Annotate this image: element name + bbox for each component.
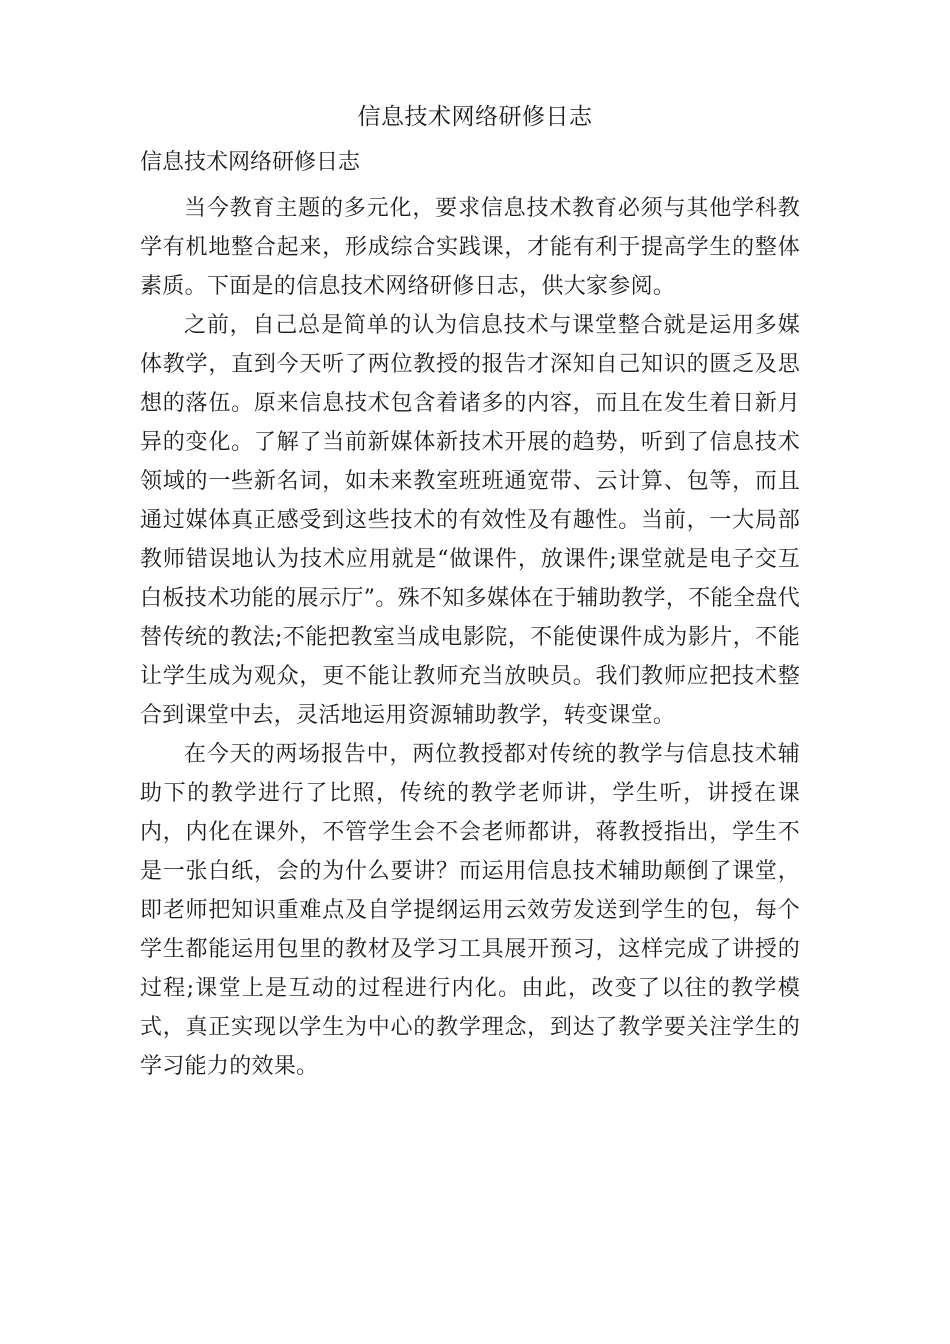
document-subtitle: 信息技术网络研修日志 bbox=[140, 150, 361, 175]
paragraph: 当今教育主题的多元化，要求信息技术教育必须与其他学科教学有机地整合起来，形成综合实践课，才能有利于提高学生的整体素质。下面是的信息技术网络研修日志，供大家参阅。 bbox=[140, 196, 800, 299]
paragraph: 在今天的两场报告中，两位教授都对传统的教学与信息技术辅助下的教学进行了比照，传统的教学老师讲，学生听，讲授在课内，内化在课外，不管学生会不会老师都讲，蒋教授指出，学生不是一张白纸，会的为什么要讲？而运用信息技术辅助颠倒了课堂，即老师把知识重难点及自学提纲运用云效劳发送到学生的包，每个学生都能运用包里的教材及学习工具展开预习，这样完成了讲授的过程;课堂上是互动的过程进行内化。由此，改变了以往的教学模式，真正实现以学生为中心的教学理念，到达了教学要关注学生的学习能力的效果。 bbox=[140, 742, 800, 1079]
document-title: 信息技术网络研修日志 bbox=[357, 104, 593, 130]
document-body bbox=[140, 189, 800, 1086]
paragraph: 之前，自己总是简单的认为信息技术与课堂整合就是运用多媒体教学，直到今天听了两位教授的报告才深知自己知识的匮乏及思想的落伍。原来信息技术包含着诸多的内容，而且在发生着日新月异的变化。了解了当前新媒体新技术开展的趋势，听到了信息技术领域的一些新名词，如未来教室班班通宽带、云计算、包等，而且通过媒体真正感受到这些技术的有效性及有趣性。当前，一大局部教师错误地认为技术应用就是“做课件，放课件;课堂就是电子交互白板技术功能的展示厅”。殊不知多媒体在于辅助教学，不能全盘代替传统的教法;不能把教室当成电影院，不能使课件成为影片，不能让学生成为观众，更不能让教师充当放映员。我们教师应把技术整合到课堂中去，灵活地运用资源辅助教学，转变课堂。 bbox=[140, 313, 800, 728]
